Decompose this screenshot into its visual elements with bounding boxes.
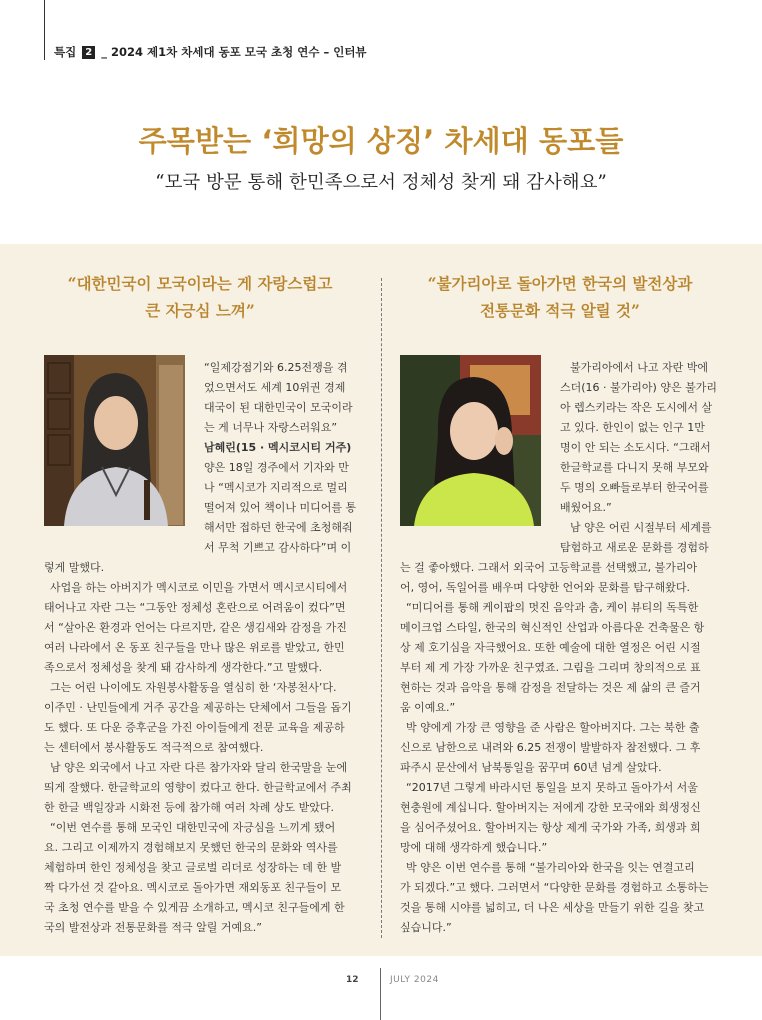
left-title-line: 큰 자긍심 느껴” [145, 301, 255, 320]
left-text-line: 족으로서 정체성을 찾게 돼 감사하게 생각한다.”고 말했다. [44, 661, 323, 674]
right-text-line: 박 양에게 가장 큰 영향을 준 사람은 할아버지다. 그는 북한 출 [406, 721, 700, 734]
left-text-line: 이주민 · 난민들에게 거주 공간을 제공하는 단체에서 그들을 돕기 [44, 701, 352, 714]
right-text-line: 박 양은 이번 연수를 통해 “불가리아와 한국을 잇는 연결고리 [406, 861, 695, 874]
left-text-line: 서 무척 기쁘고 감사하다”며 이 [204, 541, 352, 554]
page-number: 12 [346, 975, 359, 985]
left-text-line: 띄게 잘했다. 한글학교의 영향이 컸다고 한다. 한글학교에서 주최 [44, 781, 352, 794]
right-title-line: “불가리아로 돌아가면 한국의 발전상과 [427, 274, 693, 293]
right-text-line: 탐험하고 새로운 문화를 경험하 [560, 541, 709, 554]
left-text-line: 는 센터에서 봉사활동도 적극적으로 참여했다. [44, 741, 264, 754]
right-text-line: 을 심어주셨어요. 할아버지는 항상 제게 국가와 가족, 희생과 희 [400, 821, 701, 834]
right-text-line: “2017년 그렇게 바라시던 통일을 보지 못하고 돌아가서 서울 [406, 781, 698, 794]
right-text-line: 명이 안 되는 소도시다. “그래서 [560, 441, 711, 454]
top-rule [44, 0, 45, 60]
left-text-line: 해서만 접하던 한국에 초청해줘 [204, 521, 353, 534]
portrait-photo-nam-hyerin [44, 355, 185, 526]
right-text-line: “미디어를 통해 케이팝의 멋진 음악과 춤, 케이 뷰티의 독특한 [406, 601, 699, 614]
right-text-line: 남 양은 어린 시절부터 세계를 [570, 521, 712, 534]
right-text-line: 움 이예요.” [400, 701, 456, 714]
left-text-line: 요. 그리고 이제까지 경험해보지 못했던 한국의 문화와 역사를 [44, 841, 338, 854]
right-text-line: 가 되겠다.”고 했다. 그러면서 “다양한 문화를 경험하고 소통하는 [400, 881, 709, 894]
left-text-line: 서 “살아온 환경과 언어는 다르지만, 같은 생김새와 감정을 가진 [44, 621, 347, 634]
right-text-line: 배웠어요.” [560, 501, 612, 514]
page-title: 주목받는 ‘희망의 상징’ 차세대 동포들 [138, 124, 624, 158]
left-text-line: 남혜린(15 · 멕시코시티 거주) [204, 441, 352, 454]
left-text-line: 양은 18일 경주에서 기자와 만 [204, 461, 349, 474]
left-text-line: “이번 연수를 통해 모국인 대한민국에 자긍심을 느끼게 됐어 [50, 821, 336, 834]
right-text-line: 현하는 것과 음악을 통해 감정을 전달하는 것은 제 삶의 큰 즐거 [400, 681, 701, 694]
right-text-line: 스더(16 · 불가리아) 양은 불가리 [560, 381, 717, 394]
left-text-line: 한 한글 백일장과 시화전 등에 참가해 여러 차례 상도 받았다. [44, 801, 334, 814]
right-text-line: 현충원에 계십니다. 할아버지는 저에게 강한 모국애와 희생정신 [400, 801, 701, 814]
left-text-line: 체험하며 한인 정체성을 찾고 글로벌 리더로 성장하는 데 한 발 [44, 861, 342, 874]
left-text-line: 국 초청 연수를 받을 수 있게끔 소개하고, 멕시코 친구들에게 한 [44, 901, 345, 914]
left-text-line: 여러 나라에서 온 동포 친구들을 만나 많은 위로를 받았고, 한민 [44, 641, 345, 654]
right-text-line: 는 걸 좋아했다. 그래서 외국어 고등학교를 선택했고, 불가리아 [400, 561, 698, 574]
issue-date: JULY 2024 [390, 975, 439, 985]
left-text-line: 남 양은 외국에서 나고 자란 다른 참가자와 달리 한국말을 눈에 [50, 761, 348, 774]
right-column-title [400, 270, 720, 324]
left-text-line: 짝 다가선 것 같아요. 멕시코로 돌아가면 재외동포 친구들이 모 [44, 881, 342, 894]
right-title-line: 전통문화 적극 알릴 것” [480, 301, 640, 320]
left-text-line: “일제강점기와 6.25전쟁을 겪 [204, 361, 348, 374]
right-text-line: 고 있다. 한인이 없는 인구 1만 [560, 421, 705, 434]
left-text-line: 었으면서도 세계 10위권 경제 [204, 381, 346, 394]
page-subtitle: “모국 방문 통해 한민족으로서 정체성 찾게 돼 감사해요” [155, 172, 607, 193]
left-text-line: 떨어져 있어 책이나 미디어를 통 [204, 501, 357, 514]
right-text-line: 한글학교를 다니지 못해 부모와 [560, 461, 709, 474]
footer-divider [380, 968, 381, 1020]
right-text-line: 파주시 문산에서 남북통일을 꿈꾸며 60년 넘게 살았다. [400, 761, 662, 774]
left-text-line: 국의 발전상과 전통문화를 적극 알릴 거예요.” [44, 921, 262, 934]
left-text-line: 사업을 하는 아버지가 멕시코로 이민을 가면서 멕시코시티에서 [50, 581, 348, 594]
left-text-line: 도 했다. 또 다운 증후군을 가진 아이들에게 전문 교육을 제공하 [44, 721, 345, 734]
section-number-badge: 2 [82, 46, 95, 59]
right-text-line: 아 렙스키라는 작은 도시에서 살 [560, 401, 713, 414]
left-column-title [40, 270, 360, 324]
right-text-line: 불가리아에서 나고 자란 박에 [570, 361, 709, 374]
right-text-line: 신으로 남한으로 내려와 6.25 전쟁이 발발하자 참전했다. 그 후 [400, 741, 701, 754]
section-header [54, 44, 367, 60]
left-text-line: 렇게 말했다. [44, 561, 105, 574]
right-text-line: 망에 대해 생각하게 했습니다.” [400, 841, 548, 854]
right-text-line: 두 명의 오빠들로부터 한국어를 [560, 481, 709, 494]
right-text-line: 것을 통해 시야를 넓히고, 더 나은 세상을 만들기 위한 길을 찾고 [400, 901, 705, 914]
left-title-line: “대한민국이 모국이라는 게 자랑스럽고 [67, 274, 333, 293]
right-text-line: 싶습니다.” [400, 921, 452, 934]
left-text-line: 는 게 너무나 자랑스러워요” [204, 421, 338, 434]
right-text-line: 메이크업 스타일, 한국의 혁신적인 산업과 아름다운 건축물은 항 [400, 621, 705, 634]
right-text-line: 상 제 호기심을 자극했어요. 또한 예술에 대한 열정은 어린 시절 [400, 641, 701, 654]
portrait-photo-park-esther [400, 355, 541, 526]
right-text-line: 어, 영어, 독일어를 배우며 다양한 언어와 문화를 탐구해왔다. [400, 581, 690, 594]
left-text-line: 태어나고 자란 그는 “그동안 정체성 혼란으로 어려움이 컸다”면 [44, 601, 346, 614]
right-text-line: 부터 제 게 가장 가까운 친구였죠. 그림을 그리며 창의적으로 표 [400, 661, 701, 674]
section-description: _ 2024 제1차 차세대 동포 모국 초청 연수 – 인터뷰 [101, 45, 367, 59]
left-text-line: 대국이 된 대한민국이 모국이라 [204, 401, 353, 414]
column-divider [381, 278, 382, 938]
left-text-line: 그는 어린 나이에도 자원봉사활동을 열심히 한 ‘자봉천사’다. [50, 681, 337, 694]
section-label: 특집 [54, 45, 77, 59]
left-text-line: 나 “멕시코가 지리적으로 멀리 [204, 481, 348, 494]
